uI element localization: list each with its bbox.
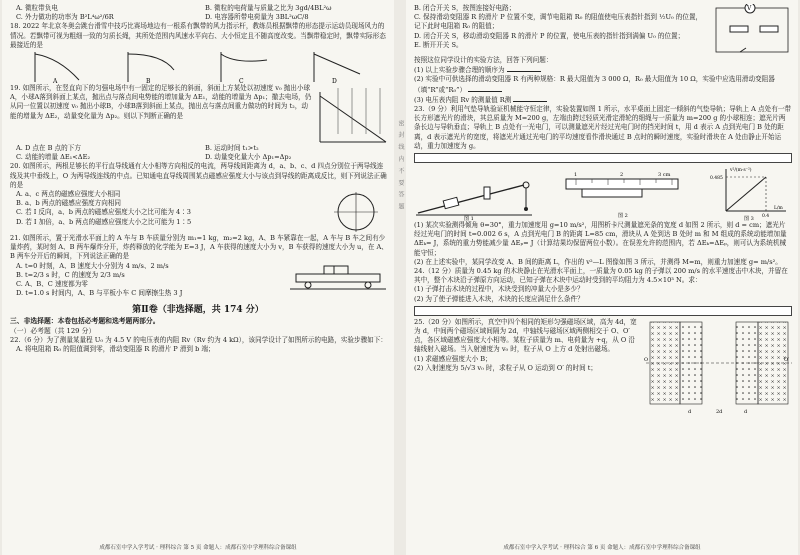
q21-option-d: D. t=1.0 s 时间内，A、B 与平板小车 C 间摩擦生热 3 J	[16, 289, 183, 298]
question-21: 21. 如图所示，置于光滑水平面上的 A 车与 B 车质量分别为 m₁=1 kg，m₂=2 kg，A、B 车紧靠在一起，A 车与 B 车之间有少量炸药，某时刻 A、B 两车爆炸分开，炸药释放的化学能为 E=3 J，A 车获得的速度大小为 v，B 车获得的速度大小为 u，在 A、B 两车分开后的瞬间，下列说法正确的是	[10, 234, 388, 261]
q19-options-row1: A. D 点在 B 点的下方 B. 运动时间 t₁>t₂	[16, 144, 259, 153]
left-footer: 成都石室中学入学考试 · 理科综合 第 5 页 命题人：成都石室中学理科综合备课组	[99, 545, 297, 551]
left-page	[2, 0, 394, 555]
q22-step-a: A. 将电阻箱 R₀ 的阻值调到零，滑动变阻器 R 的滑片 P 滑到 b 端；	[16, 345, 215, 354]
fig1-label: 图 1	[464, 216, 474, 222]
q25-magnetic-field-figure	[644, 318, 794, 418]
q22-circuit-figure	[710, 4, 794, 56]
fig3-label: 图 3	[744, 216, 754, 222]
question-25: 25.（20 分）如图所示，真空中四个相同的矩形匀强磁场区域，高为 4d，宽为 d，中间两个磁场区域间隔为 2d，中轴线与磁场区域两侧相交于 O、O′ 点，各区域磁感应强度大小相等。某粒子质量为 m、电荷量为 +q，从 O 沿轴线射入磁场。当入射速度为 v₀ 时，粒子从 O 上方 d 处射出磁场。	[414, 317, 637, 354]
gap-2d-label: 2d	[716, 408, 723, 415]
graph-xval: 0.4	[762, 214, 770, 220]
opt-b-label: B	[145, 78, 150, 85]
q23-part-2: (2) 在上述实验中，某同学改变 A、B 间的距离 L，作出的 v²—L 图像如图 3 所示，并测得 M=m，则重力加速度 g= m/s²。	[414, 257, 782, 266]
q23-figures	[406, 165, 798, 221]
point-o-label: O	[644, 356, 649, 363]
graph-ylabel: v²/(m·s⁻²)	[730, 168, 752, 174]
q22-part-1: (1) 以上实验步骤合理的顺序为	[406, 65, 798, 75]
q20-option-a: A. a、c 两点的磁感应强度大小相同	[16, 190, 121, 199]
q22-step-d: D. 闭合开关 S，移动滑动变阻器 R 的滑片 P 的位置，使电压表的指针指到满偏 U₀ 的位置；	[414, 31, 685, 40]
svg-text:V: V	[747, 5, 752, 12]
q23-answer-box[interactable]	[414, 153, 792, 163]
q22-part-3: (3) 电压表内阻 Rv 的测量值 R测	[406, 95, 798, 105]
opt-a-label: A	[52, 78, 57, 85]
seal-line-text: 密 封 线 内 不 要 答 题	[397, 120, 404, 212]
right-footer: 成都石室中学入学考试 · 理科综合 第 6 页 命题人：成都石室中学理科综合备课组	[503, 545, 701, 551]
question-19: 19. 如图所示，在竖直向下的匀强电场中有一固定的足够长的斜面，斜面上方某处以初速度 v₀ 抛出小球A，小球A落到斜面上某点，抛出点与落点间电势能的增加量为 ΔE₁，动能的增量为 Δp₁；撤去电场，仍从同一位置以初速度 v₀ 抛出小球B，小球B落到斜面上某点，抛出点与落点间重力做功的时间为 t₂，动能的增量为 ΔE₂，动量变化量为 Δp₂。则以下判断正确的是	[10, 84, 312, 120]
q21-option-c: C. A、B、C 速度都为零	[16, 280, 88, 289]
question-22: 22.（6 分）为了测量某量程 U₀ 为 4.5 V 的电压表的内阻 Rv（Rv 约为 4 kΩ），该同学设计了如图所示的电路，实验步骤如下：	[10, 336, 387, 345]
q24-part-1: (1) 子弹打击木块的过程中，木块受到的冲量大小是多少？	[414, 285, 584, 294]
q22-step-c: C. 保持滑动变阻器 R 的滑片 P 位置不变，调节电阻箱 R₀ 的阻值使电压表指针指到 ½U₀ 的位置，记下此时电阻箱 R₀ 的阻值；	[414, 13, 703, 31]
question-24: 24.（12 分）质量为 0.45 kg 的木块静止在光滑水平面上，一质量为 0.05 kg 的子弹以 200 m/s 的水平速度击中木块，并留在其中，整个木块沿子弹原方向运动，已知子弹在木块中运动时受到的平均阻力为 4.5×10³ N。求：	[414, 267, 788, 285]
q20-circle-figure	[326, 190, 386, 234]
q23-part-1: (1) 某次实验测得倾角 θ=30°，重力加速度用 g=10 m/s²，用图析卡尺测量遮光条的宽度 d 如图 2 所示，则 d = cm；遮光片经过光电门的时间 t=0.002 6 s，A 点到光电门 B 的距离 L=85 cm，滑块从 A 处到达 B 处时 m 和 M 组成的系统动能增加量 ΔEₖ= J，系统的重力势能减少量 ΔEₚ= J（计算结果均保留两位小数）。在误差允许的范围内，若 ΔEₖ=ΔEₚ，则可认为系统机械能守恒；	[414, 221, 787, 257]
graph-xlabel: L/m	[774, 206, 783, 212]
q17-options-row2: C. 外力做功的功率为 B²L⁴ω²/6R D. 电容器所带电荷量为 3BL²ωC/8	[16, 13, 309, 22]
q20-option-c: C. 若 I 反向，a、b 两点的磁感应强度大小之比可能为 4∶3	[16, 208, 192, 217]
right-page	[406, 0, 798, 555]
q22-step-b: B. 闭合开关 S，按图连接好电路；	[414, 4, 516, 12]
graph-yval: 0.485	[710, 176, 723, 182]
q22-instruction: 按照这位同学设计的实验方法，回答下列问题：	[414, 56, 553, 64]
fig2-vernier	[562, 165, 682, 221]
q20-option-d: D. 若 I 加倍，a、b 两点的磁感应强度大小之比可能为 1∶5	[16, 217, 192, 226]
ruler-tick-2: 2	[620, 172, 624, 179]
q21-cart-figure	[288, 262, 388, 292]
ruler-tick-1: 1	[574, 172, 578, 179]
q24-part-2: (2) 为了使子弹能进入木块，木块的长度应满足什么条件？	[414, 294, 584, 303]
point-o-prime-label: O′	[784, 356, 790, 363]
width-d-label-2: d	[744, 408, 748, 415]
fig2-label: 图 2	[618, 213, 628, 220]
opt-c-label: C	[238, 78, 244, 85]
opt-d-label: D	[331, 78, 337, 85]
q22-part-2: (2) 实验中可供选择的滑动变阻器 R 有两种规格：R 最大阻值为 3 000 Ω，R₀ 最大阻值为 10 Ω，实验中应选用滑动变阻器（填“R”或“R₀”）	[414, 75, 775, 94]
question-18: 18. 2022 年北京冬奥会跳台滑雪中技巧比赛场地边有一根系有飘带的风力指示杆，教练员根据飘带的形态提示运动员现场风力的情况。若飘带可视为粗细一致的匀质长绳，其所处范围内风速水平向右、大小恒定且不随高度改变。当飘带稳定时，飘带实际形态最接近的是	[10, 22, 386, 49]
q22-step-e: E. 断开开关 S。	[414, 40, 463, 49]
q20-option-b: B. a、b 两点的磁感应强度方向相同	[16, 199, 122, 208]
q18-figures	[2, 50, 394, 84]
q24-answer-box[interactable]	[414, 306, 792, 316]
width-d-label: d	[688, 408, 692, 415]
ruler-tick-3: 3 cm	[658, 172, 671, 179]
fig1-airtrack	[414, 165, 534, 221]
question-20: 20. 如图所示，两根足够长的平行直导线通有大小相等方向相反的电流，两导线间距离为 d，a、b、c、d 四点分别位于两导线连线及其中垂线上，O 为两导线连线的中点。已知通电直导线周围某点磁感应强度大小与该点到导线的距离成反比，则下列说法正确的是	[10, 162, 387, 189]
section-3-heading: 三、非选择题：本卷包括必考题和选考题两部分。	[10, 317, 160, 326]
required-heading: （一）必考题（共 129 分）	[10, 326, 96, 335]
q19-slope-figure	[318, 84, 388, 144]
q21-option-b: B. t=2/3 s 时，C 的速度为 2/3 m/s	[16, 270, 125, 279]
q19-options-row2: C. 动能的增量 ΔE₁<ΔE₂ D. 动量变化量大小 Δp₁=Δp₂	[16, 153, 292, 162]
q21-option-a: A. t=0 时刻，A、B 速度大小分别为 4 m/s、2 m/s	[16, 261, 169, 270]
question-23: 23.（9 分）利用气垫导轨验证机械能守恒定律，实验装置如图 1 所示，水平桌面上固定一倾斜的气垫导轨；导轨上 A 点处有一带长方形遮光片的滑块，其总质量为 M=200 g，左端由跨过轻质光滑定滑轮的细绳与一质量为 m=200 g 的小球相连；遮光片两条长边与导轨垂直；导轨上 B 点处有一光电门，可以测量遮光片经过光电门时的挡光时间 t，用 d 表示 A 点到光电门 B 处的距离，d 表示遮光片的宽度，将遮光片通过光电门的平均速度看作滑块通过 B 点时的瞬时速度，实验时滑块在 A 处由静止开始运动，重力加速度为 g。	[414, 105, 791, 150]
q25-part-2: (2) 入射速度为 5/√3 v₀ 时，求粒子从 O 运动到 O′ 的时间 t；	[414, 363, 598, 372]
q17-options-row1: A. 微粒带负电 B. 微粒的电荷量与质量之比为 3gd/4BL²ω	[16, 4, 332, 12]
fig3-graph	[710, 165, 790, 221]
section-2-title: 第Ⅱ卷（非选择题，共 174 分）	[132, 305, 264, 316]
q25-part-1: (1) 求磁感应强度大小 B；	[414, 354, 492, 363]
